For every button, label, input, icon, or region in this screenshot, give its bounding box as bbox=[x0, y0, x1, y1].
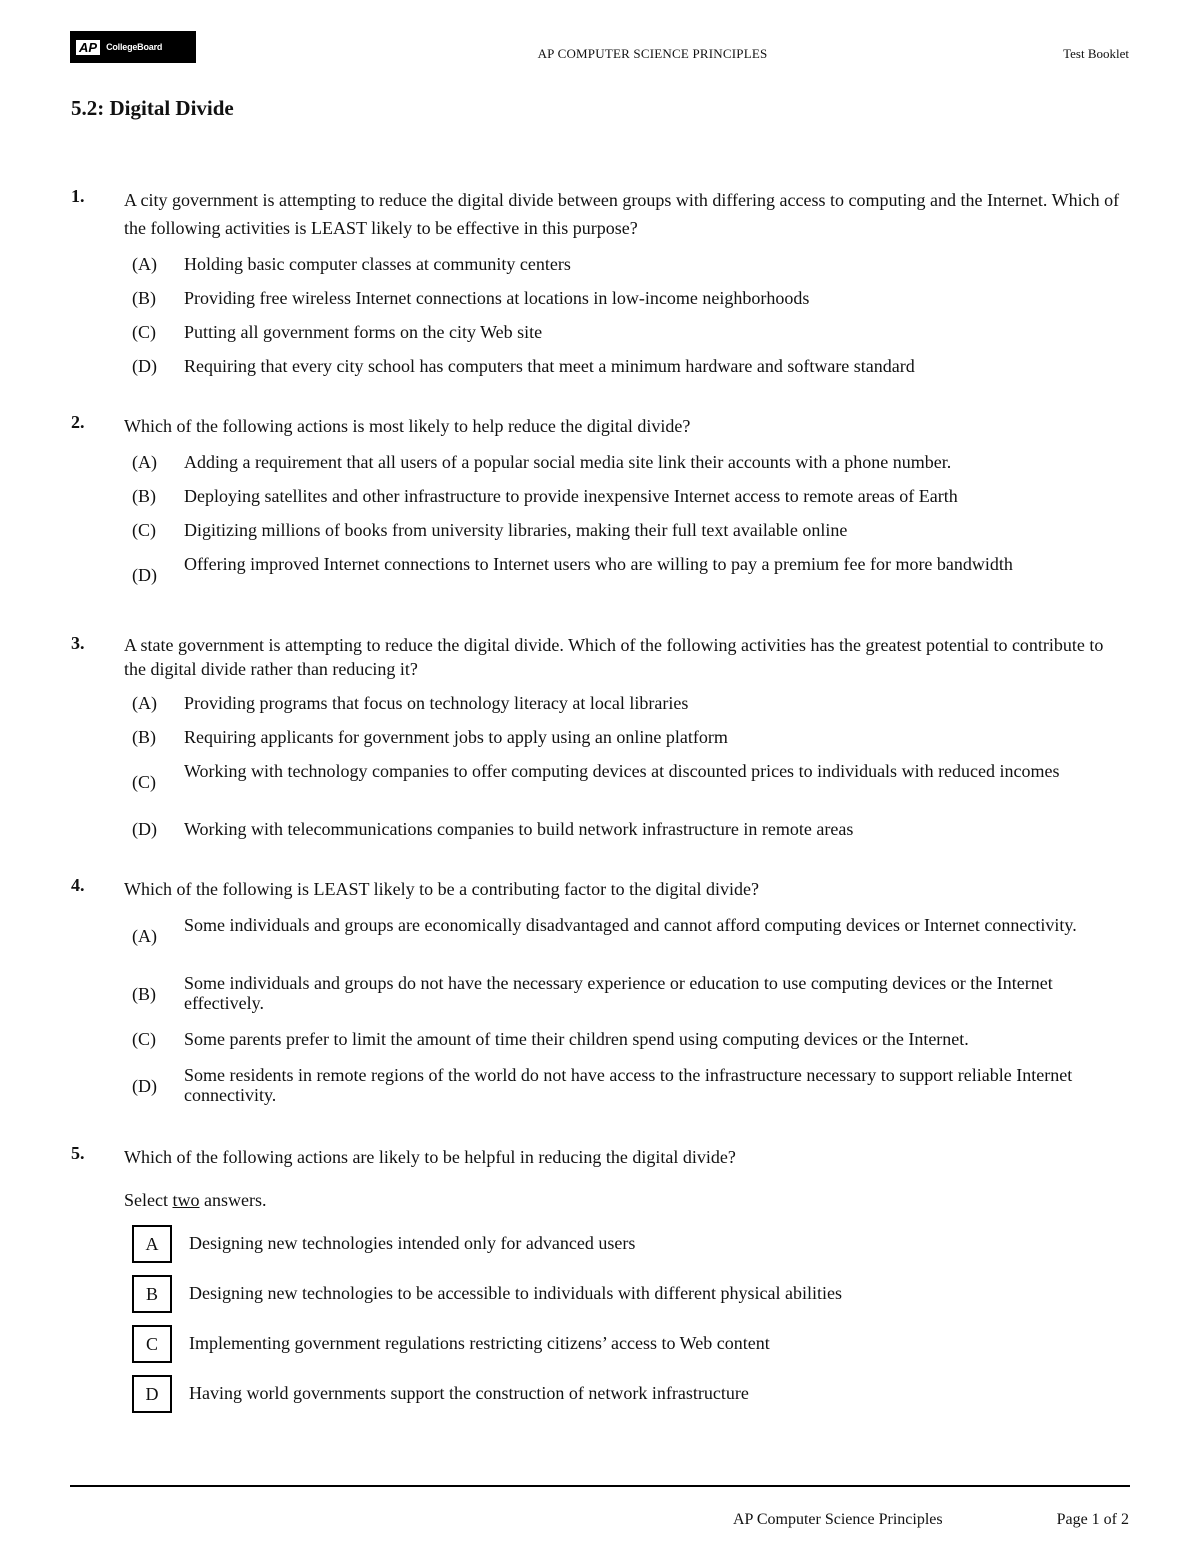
option-letter: (A) bbox=[132, 254, 157, 274]
question-number: 5. bbox=[71, 1143, 85, 1163]
option-text: Holding basic computer classes at community centers bbox=[184, 254, 571, 274]
checkbox-option[interactable] bbox=[132, 1375, 1132, 1413]
option-text: Requiring that every city school has computers that meet a minimum hardware and software standard bbox=[184, 356, 915, 376]
option-letter: (D) bbox=[132, 565, 157, 585]
select-instruction bbox=[124, 1190, 266, 1211]
option-letter: (C) bbox=[132, 520, 156, 540]
select-count: two bbox=[172, 1190, 200, 1210]
option-text: Working with telecommunications companies to build network infrastructure in remote areas bbox=[184, 819, 854, 839]
question-number: 1. bbox=[71, 186, 85, 206]
question-stem: A city government is attempting to reduce the digital divide between groups with differing access to computing and the Internet. Which of the following activities is LEAST likely to be effective in this purpose? bbox=[124, 190, 1120, 238]
option-letter: (A) bbox=[132, 693, 157, 713]
option-checkbox[interactable]: D bbox=[132, 1375, 172, 1413]
option-letter: (B) bbox=[132, 984, 156, 1004]
option-text: Putting all government forms on the city Web site bbox=[184, 322, 543, 342]
select-prefix: Select bbox=[124, 1190, 173, 1210]
option-letter: (B) bbox=[132, 727, 156, 747]
option-text: Offering improved Internet connections to Internet users who are willing to pay a premium fee for more bandwidth bbox=[184, 554, 1013, 574]
select-suffix: answers. bbox=[199, 1190, 267, 1210]
option-text: Requiring applicants for government jobs to apply using an online platform bbox=[184, 727, 728, 747]
option-letter: (C) bbox=[132, 322, 156, 342]
question-stem: A state government is attempting to reduce the digital divide. Which of the following activities has the greatest potential to contribute to the digital divide rather than reducing it? bbox=[124, 635, 1104, 679]
option-letter: (D) bbox=[132, 819, 157, 839]
option-text: Designing new technologies intended only for advanced users bbox=[189, 1233, 636, 1253]
option-text: Providing free wireless Internet connections at locations in low-income neighborhoods bbox=[184, 288, 810, 308]
option-checkbox[interactable]: C bbox=[132, 1325, 172, 1363]
option-text: Having world governments support the construction of network infrastructure bbox=[189, 1383, 749, 1403]
logo-collegeboard-wordmark: CollegeBoard bbox=[106, 42, 163, 52]
question-number: 3. bbox=[71, 633, 85, 653]
option-text: Adding a requirement that all users of a popular social media site link their accounts with a phone number. bbox=[184, 452, 952, 472]
option-text: Some individuals and groups are economically disadvantaged and cannot afford computing devices or Internet connectivity. bbox=[184, 915, 1077, 935]
option-letter: (C) bbox=[132, 772, 156, 792]
option-text: Implementing government regulations restricting citizens’ access to Web content bbox=[189, 1333, 770, 1353]
option-letter: (D) bbox=[132, 356, 157, 376]
option-letter: (B) bbox=[132, 288, 156, 308]
option-letter: (A) bbox=[132, 926, 157, 946]
option-text: Designing new technologies to be accessible to individuals with different physical abilities bbox=[189, 1283, 843, 1303]
option-text: Some parents prefer to limit the amount of time their children spend using computing devices or the Internet. bbox=[184, 1029, 969, 1049]
footer-course-name: AP Computer Science Principles bbox=[733, 1511, 943, 1528]
option-text: Deploying satellites and other infrastructure to provide inexpensive Internet access to remote areas of Earth bbox=[184, 486, 958, 506]
header-course-title: AP COMPUTER SCIENCE PRINCIPLES bbox=[537, 46, 768, 61]
page-number: Page 1 of 2 bbox=[1056, 1511, 1129, 1528]
option-checkbox[interactable]: B bbox=[132, 1275, 172, 1313]
checkbox-option[interactable] bbox=[132, 1225, 1132, 1263]
option-text: Providing programs that focus on technology literacy at local libraries bbox=[184, 693, 689, 713]
question-stem: Which of the following actions is most likely to help reduce the digital divide? bbox=[124, 416, 691, 436]
option-letter: (C) bbox=[132, 1029, 156, 1049]
checkbox-option[interactable] bbox=[132, 1325, 1132, 1363]
option-checkbox[interactable]: A bbox=[132, 1225, 172, 1263]
question-number: 4. bbox=[71, 875, 85, 895]
question-number: 2. bbox=[71, 412, 85, 432]
option-letter: (B) bbox=[132, 486, 156, 506]
checkbox-option[interactable] bbox=[132, 1275, 1132, 1313]
question-stem: Which of the following is LEAST likely to be a contributing factor to the digital divide? bbox=[124, 879, 760, 899]
option-letter: (D) bbox=[132, 1076, 157, 1096]
option-text: Some residents in remote regions of the world do not have access to the infrastructure necessary to support reliable Internet connectivity. bbox=[184, 1065, 1073, 1105]
option-letter: (A) bbox=[132, 452, 157, 472]
footer-divider bbox=[70, 1485, 1130, 1487]
option-text: Digitizing millions of books from university libraries, making their full text available online bbox=[184, 520, 848, 540]
question-stem: Which of the following actions are likely to be helpful in reducing the digital divide? bbox=[124, 1147, 736, 1167]
option-text: Working with technology companies to offer computing devices at discounted prices to individuals with reduced incomes bbox=[184, 761, 1060, 781]
option-text: Some individuals and groups do not have the necessary experience or education to use computing devices or the Internet effectively. bbox=[184, 973, 1053, 1013]
logo-ap-mark: AP bbox=[76, 40, 100, 55]
page-title: 5.2: Digital Divide bbox=[71, 96, 234, 120]
header-booklet-label: Test Booklet bbox=[1063, 46, 1129, 61]
